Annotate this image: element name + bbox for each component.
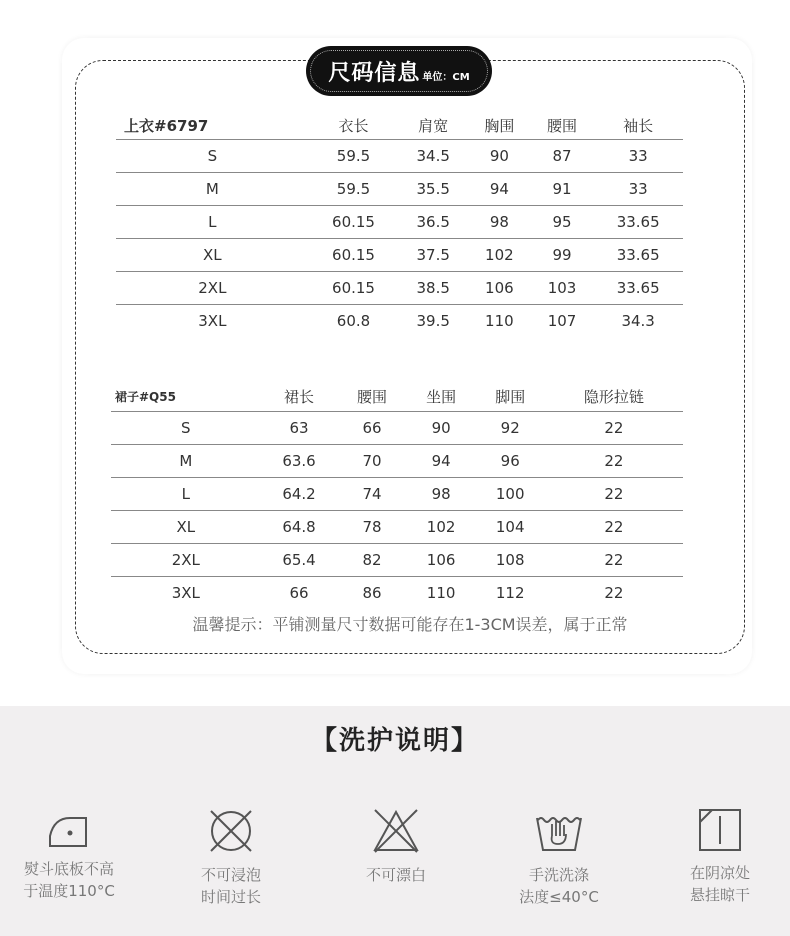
table-cell: 82 <box>337 544 406 577</box>
table-cell: 66 <box>289 584 309 602</box>
table-header-cell: 上衣#6797 <box>116 111 309 140</box>
table-cell: 60.8 <box>336 312 371 330</box>
table-row <box>116 206 683 239</box>
table-cell: 36.5 <box>398 206 468 239</box>
table-cell: 106 <box>468 272 531 305</box>
hand-wash-icon <box>534 806 584 856</box>
table-cell: 103 <box>531 272 594 305</box>
table-cell: L <box>111 478 261 511</box>
table-cell: 38.5 <box>398 272 468 305</box>
table-cell: 63.6 <box>261 445 338 478</box>
care-item-iron <box>0 806 144 902</box>
table-cell: XL <box>111 511 261 544</box>
table-header-cell: 坐围 <box>407 381 476 412</box>
care-text: 不可漂白 <box>365 866 426 884</box>
table-cell: 106 <box>407 544 476 577</box>
iron-icon <box>46 806 92 850</box>
table-cell: 98 <box>407 478 476 511</box>
table-cell: 70 <box>337 445 406 478</box>
table-cell: 39.5 <box>416 312 450 330</box>
table-cell: 22 <box>545 511 683 544</box>
care-text: 在阴凉处 悬挂晾干 <box>689 864 750 904</box>
table-row <box>116 305 683 338</box>
care-item-no-bleach <box>321 806 471 886</box>
bottom-size-table <box>111 381 683 609</box>
table-cell: 64.2 <box>261 478 338 511</box>
table-cell: 91 <box>531 173 594 206</box>
table-cell: 66 <box>337 412 406 445</box>
table-cell: S <box>111 412 261 445</box>
top-size-table <box>116 111 683 337</box>
table-cell: 22 <box>545 544 683 577</box>
table-cell: 86 <box>362 584 382 602</box>
table-cell: 3XL <box>171 584 200 602</box>
table-header-row <box>111 381 683 412</box>
table-cell: 22 <box>545 478 683 511</box>
table-row <box>111 577 683 610</box>
table-cell: 110 <box>485 312 514 330</box>
table-cell: 94 <box>468 173 531 206</box>
table-cell: 74 <box>337 478 406 511</box>
table-cell: 22 <box>545 412 683 445</box>
table-cell: 37.5 <box>398 239 468 272</box>
table-cell: 108 <box>476 544 545 577</box>
measurement-tip: 温馨提示：平铺测量尺寸数据可能存在1-3CM误差，属于正常 <box>192 615 628 634</box>
care-item-no-soak <box>156 806 306 908</box>
table-row <box>111 478 683 511</box>
table-cell: 60.15 <box>309 206 399 239</box>
table-cell: 35.5 <box>398 173 468 206</box>
table-header-cell: 衣长 <box>309 111 399 140</box>
table-cell: 3XL <box>198 312 227 330</box>
table-row <box>116 239 683 272</box>
table-row <box>111 445 683 478</box>
table-header-cell: 肩宽 <box>398 111 468 140</box>
table-row <box>111 412 683 445</box>
table-header-cell: 脚围 <box>476 381 545 412</box>
shade-dry-icon <box>696 806 744 854</box>
no-dry-clean-icon <box>206 806 256 856</box>
table-cell: 33.65 <box>593 206 683 239</box>
table-cell: XL <box>116 239 309 272</box>
table-cell: 22 <box>545 445 683 478</box>
care-item-shade-dry <box>645 806 790 906</box>
care-text: 手洗洗涤 法度≤40°C <box>519 866 599 906</box>
table-cell: M <box>111 445 261 478</box>
table-row <box>111 511 683 544</box>
care-title: 【洗护说明】 <box>310 726 479 756</box>
table-cell: 2XL <box>116 272 309 305</box>
table-header-cell: 腰围 <box>531 111 594 140</box>
table-header-row <box>116 111 683 140</box>
table-cell: 22 <box>604 584 624 602</box>
table-cell: S <box>116 140 309 173</box>
table-cell: 99 <box>531 239 594 272</box>
table-row <box>116 272 683 305</box>
care-item-hand-wash <box>484 806 634 908</box>
table-cell: 60.15 <box>309 272 399 305</box>
table-header-cell: 胸围 <box>468 111 531 140</box>
table-cell: 34.5 <box>398 140 468 173</box>
table-cell: 64.8 <box>261 511 338 544</box>
table-cell: L <box>116 206 309 239</box>
table-cell: 90 <box>468 140 531 173</box>
table-cell: 65.4 <box>261 544 338 577</box>
care-text: 熨斗底板不高 于温度110°C <box>23 860 115 900</box>
table-cell: 59.5 <box>309 140 399 173</box>
table-cell: 100 <box>476 478 545 511</box>
table-cell: 102 <box>407 511 476 544</box>
table-cell: 87 <box>531 140 594 173</box>
table-cell: 90 <box>407 412 476 445</box>
table-row <box>111 544 683 577</box>
table-cell: 63 <box>261 412 338 445</box>
table-cell: M <box>116 173 309 206</box>
table-row <box>116 173 683 206</box>
no-bleach-icon <box>371 806 421 856</box>
table-cell: 110 <box>426 584 456 602</box>
table-cell: 33.65 <box>593 272 683 305</box>
table-cell: 60.15 <box>309 239 399 272</box>
care-section <box>0 706 790 936</box>
care-text: 不可浸泡 时间过长 <box>200 866 261 906</box>
table-header-cell: 隐形拉链 <box>545 381 683 412</box>
title-main: 尺码信息 <box>328 60 421 86</box>
table-cell: 95 <box>531 206 594 239</box>
table-cell: 98 <box>468 206 531 239</box>
table-cell: 2XL <box>111 544 261 577</box>
table-header-cell: 裙长 <box>261 381 338 412</box>
table-cell: 102 <box>468 239 531 272</box>
table-cell: 112 <box>495 584 525 602</box>
title-unit: 单位：CM <box>422 71 470 83</box>
table-cell: 94 <box>407 445 476 478</box>
table-cell: 33.65 <box>593 239 683 272</box>
table-cell: 34.3 <box>621 312 655 330</box>
table-row <box>116 140 683 173</box>
table-cell: 104 <box>476 511 545 544</box>
table-cell: 59.5 <box>309 173 399 206</box>
table-header-cell: 腰围 <box>337 381 406 412</box>
table-cell: 78 <box>337 511 406 544</box>
size-info-title <box>306 46 492 96</box>
table-header-cell: 裙子#Q55 <box>111 381 261 412</box>
table-cell: 33 <box>593 173 683 206</box>
table-cell: 96 <box>476 445 545 478</box>
table-cell: 33 <box>593 140 683 173</box>
table-cell: 92 <box>476 412 545 445</box>
table-cell: 107 <box>547 312 577 330</box>
table-header-cell: 袖长 <box>593 111 683 140</box>
